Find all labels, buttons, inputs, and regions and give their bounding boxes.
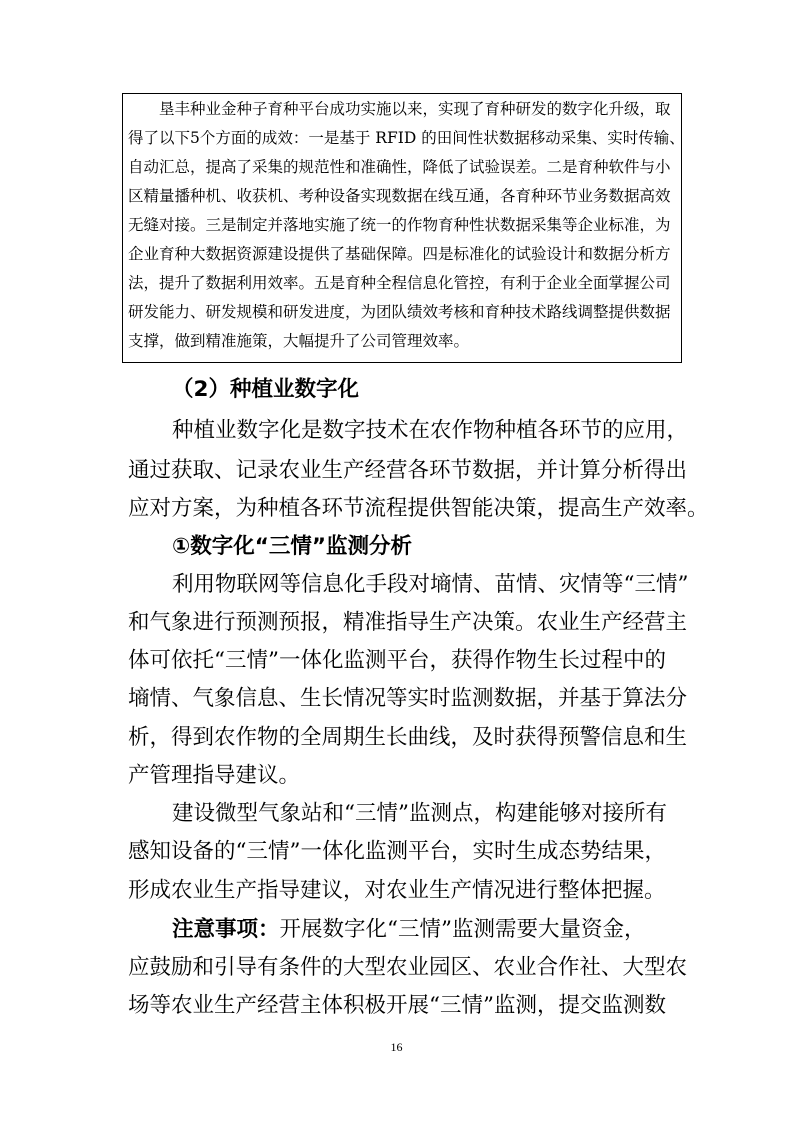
page-number: 16 — [390, 1040, 403, 1054]
box-line: 研发能力、研发规模和研发进度，为团队绩效考核和育种技术路线调整提供数据 — [128, 303, 671, 321]
box-line: 自动汇总，提高了采集的规范性和准确性，降低了试验误差。二是育种软件与小 — [128, 158, 671, 176]
box-line: 无缝对接。三是制定并落地实施了统一的作物育种性状数据采集等企业标准，为 — [128, 216, 671, 234]
text-line: 析，得到农作物的全周期生长曲线，及时获得预警信息和生 — [128, 725, 688, 750]
text-line: 感知设备的“三情”一体化监测平台，实时生成态势结果， — [128, 839, 666, 864]
text-line: 应鼓励和引导有条件的大型农业园区、农业合作社、大型农 — [128, 955, 688, 980]
text-line: 利用物联网等信息化手段对墒情、苗情、灾情等“三情” — [172, 572, 689, 597]
text-line: 和气象进行预测预报，精准指导生产决策。农业生产经营主 — [128, 610, 688, 635]
box-line: 法，提升了数据利用效率。五是育种全程信息化管控，有利于企业全面掌握公司 — [128, 274, 671, 292]
section-heading: （2）种植业数字化 — [172, 377, 359, 402]
box-line: 支撑，做到精准施策，大幅提升了公司管理效率。 — [128, 332, 470, 350]
text-line: 墒情、气象信息、生长情况等实时监测数据，并基于算法分 — [128, 686, 688, 711]
text-line: 场等农业生产经营主体积极开展“三情”监测，提交监测数 — [128, 993, 666, 1018]
box-line: 垦丰种业金种子育种平台成功实施以来，实现了育种研发的数字化升级，取 — [159, 100, 671, 118]
subsection-heading: ①数字化“三情”监测分析 — [172, 534, 412, 559]
text-line: 应对方案，为种植各环节流程提供智能决策，提高生产效率。 — [128, 496, 709, 521]
box-line: 企业育种大数据资源建设提供了基础保障。四是标准化的试验设计和数据分析方 — [128, 245, 671, 263]
text-line: 通过获取、记录农业生产经营各环节数据，并计算分析得出 — [128, 458, 688, 483]
note-label: 注意事项： — [172, 917, 280, 942]
text-line: 建设微型气象站和“三情”监测点，构建能够对接所有 — [172, 801, 667, 826]
box-line: 区精量播种机、收获机、考种设备实现数据在线互通，各育种环节业务数据高效 — [128, 187, 671, 205]
text-line: 体可依托“三情”一体化监测平台，获得作物生长过程中的 — [128, 648, 666, 673]
box-line: 得了以下5个方面的成效：一是基于 RFID 的田间性状数据移动采集、实时传输、 — [128, 129, 685, 147]
note-line — [172, 915, 717, 945]
text-line: 形成农业生产指导建议，对农业生产情况进行整体把握。 — [128, 878, 666, 903]
text-line: 产管理指导建议。 — [128, 763, 301, 788]
text-line: 种植业数字化是数字技术在农作物种植各环节的应用， — [172, 418, 689, 443]
note-text: 开展数字化“三情”监测需要大量资金， — [279, 917, 646, 942]
